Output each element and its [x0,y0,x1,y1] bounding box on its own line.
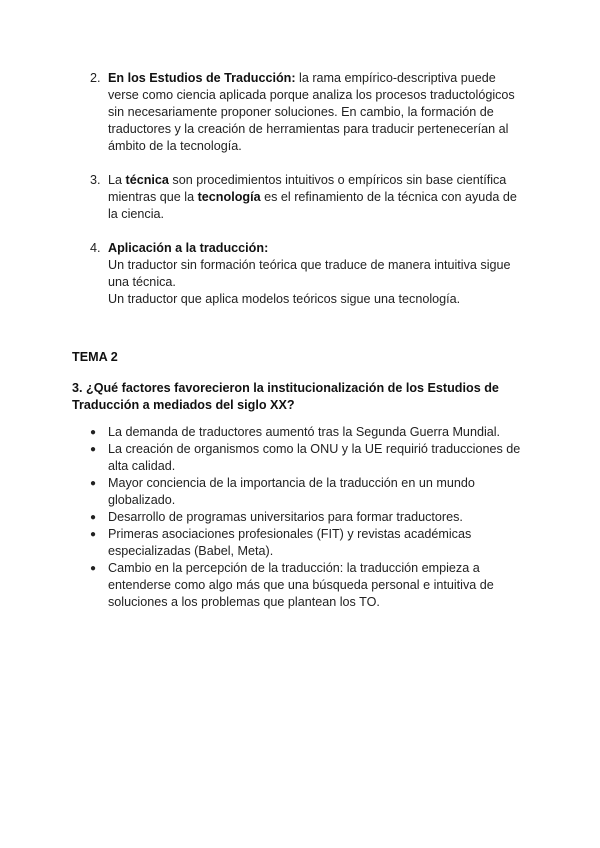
bullet-item [90,560,530,611]
item-body [108,240,530,308]
bullet-text: La creación de organismos como la ONU y la UE requirió traducciones de alta calidad. [108,442,521,473]
bullet-icon: ● [90,478,97,489]
bullet-text: Desarrollo de programas universitarios para formar traductores. [108,510,463,524]
bullet-icon: ● [90,563,97,574]
bullet-icon: ● [90,512,97,523]
bullet-text: La demanda de traductores aumentó tras la Segunda Guerra Mundial. [108,425,501,439]
item-line: Un traductor sin formación teórica que traduce de manera intuitiva sigue una técnica. [108,258,511,289]
bullet-item [90,424,530,441]
item-bold-term: técnica [125,173,169,187]
item-line: Un traductor que aplica modelos teóricos sigue una tecnología. [108,292,461,306]
item-text-post: es el refinamiento de la técnica con ayuda de la ciencia. [108,190,517,221]
item-text-pre: La [108,173,126,187]
question-heading: 3. ¿Qué factores favorecieron la institucionalización de los Estudios de Traducción a mediados del siglo XX? [72,381,499,412]
list-item [90,172,530,223]
item-body [108,172,530,223]
list-item [90,240,530,308]
numbered-list [90,70,530,325]
bullet-item [90,441,530,475]
bullet-text: Mayor conciencia de la importancia de la traducción en un mundo globalizado. [108,476,475,507]
item-bold-term: tecnología [197,190,261,204]
item-number: 3. [90,173,101,187]
bullet-item [90,509,530,526]
item-number: 2. [90,71,101,85]
bullet-item [90,475,530,509]
bullet-icon: ● [90,427,97,438]
bullet-icon: ● [90,529,97,540]
bullet-text: Cambio en la percepción de la traducción: la traducción empieza a entenderse como algo más que una búsqueda personal e intuitiva de soluciones a los problemas que plantean los TO. [108,561,494,609]
bullet-item [90,526,530,560]
item-bold-lead: En los Estudios de Traducción: [108,71,296,85]
bullet-icon: ● [90,444,97,455]
section-title: TEMA 2 [72,350,118,364]
item-number: 4. [90,241,101,255]
item-body [108,70,530,155]
item-text: la rama empírico-descriptiva puede verse como ciencia aplicada porque analiza los procesos traductológicos sin necesariamente proponer soluciones. En cambio, la formación de traductores y la creación de herramientas para traducir pertenecerían al ámbito de la tecnología. [108,71,515,153]
item-bold-lead: Aplicación a la traducción: [108,241,269,255]
list-item [90,70,530,155]
bullet-text: Primeras asociaciones profesionales (FIT) y revistas académicas especializadas (Babel, Meta). [108,527,472,558]
item-text-mid: son procedimientos intuitivos o empíricos sin base científica mientras que la [108,173,507,204]
bullet-list [90,424,530,611]
